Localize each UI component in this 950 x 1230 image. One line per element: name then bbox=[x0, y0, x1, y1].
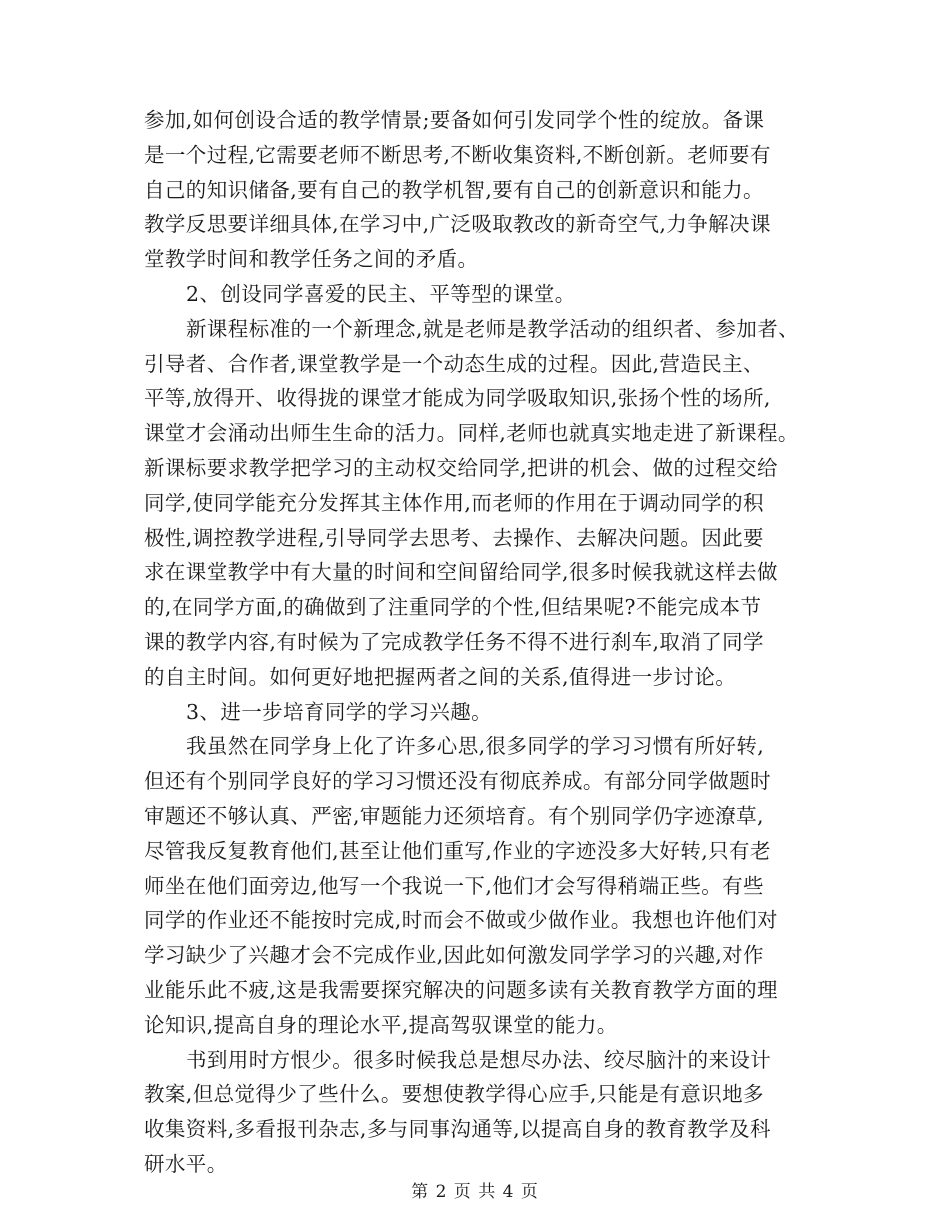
section-heading-3: 3、进一步培育同学的学习兴趣。 bbox=[186, 699, 493, 724]
text-line-30: 收集资料,多看报刊杂志,多与同事沟通等,以提高自身的教育教学及科 bbox=[144, 1117, 771, 1142]
text-line-27: 论知识,提高自身的理论水平,提高驾驭课堂的能力。 bbox=[144, 1012, 618, 1037]
text-line-10: 课堂才会涌动出师生生命的活力。同样,老师也就真实地走进了新课程。 bbox=[144, 421, 799, 446]
text-line-15: 的,在同学方面,的确做到了注重同学的个性,但结果呢?不能完成本节 bbox=[144, 595, 762, 620]
text-line-2: 是一个过程,它需要老师不断思考,不断收集资料,不断创新。老师要有 bbox=[144, 142, 771, 167]
document-body bbox=[144, 103, 814, 1182]
text-line-31: 研水平。 bbox=[144, 1151, 228, 1176]
text-line-1: 参加,如何创设合适的教学情景;要备如何引发同学个性的绽放。备课 bbox=[144, 108, 765, 132]
text-line-9: 平等,放得开、收得拢的课堂才能成为同学吸取知识,张扬个性的场所, bbox=[144, 386, 771, 411]
text-line-25: 学习缺少了兴趣才会不完成作业,因此如何激发同学学习的兴趣,对作 bbox=[144, 943, 764, 968]
text-line-28: 书到用时方恨少。很多时候我总是想尽办法、绞尽脑汁的来设计 bbox=[186, 1047, 772, 1072]
text-line-3: 自己的知识储备,要有自己的教学机智,要有自己的创新意识和能力。 bbox=[144, 177, 764, 202]
text-line-26: 业能乐此不疲,这是我需要探究解决的问题多读有关教育教学方面的理 bbox=[144, 977, 778, 1002]
text-line-21: 审题还不够认真、严密,审题能力还须培育。有个别同学仍字迹潦草, bbox=[144, 803, 764, 828]
text-line-5: 堂教学时间和教学任务之间的矛盾。 bbox=[144, 247, 479, 272]
text-line-23: 师坐在他们面旁边,他写一个我说一下,他们才会写得稍端正些。有些 bbox=[144, 873, 764, 898]
text-line-20: 但还有个别同学良好的学习习惯还没有彻底养成。有部分同学做题时 bbox=[144, 769, 771, 794]
text-line-11: 新课标要求教学把学习的主动权交给同学,把讲的机会、做的过程交给 bbox=[144, 455, 778, 480]
text-line-13: 极性,调控教学进程,引导同学去思考、去操作、去解决问题。因此要 bbox=[144, 525, 764, 550]
text-line-29: 教案,但总觉得少了些什么。要想使教学得心应手,只能是有意识地多 bbox=[144, 1082, 764, 1107]
section-heading-2: 2、创设同学喜爱的民主、平等型的课堂。 bbox=[186, 281, 576, 306]
text-line-22: 尽管我反复教育他们,甚至让他们重写,作业的字迹没多大好转,只有老 bbox=[144, 838, 771, 863]
text-line-8: 引导者、合作者,课堂教学是一个动态生成的过程。因此,营造民主、 bbox=[144, 351, 764, 376]
text-line-7: 新课程标准的一个新理念,就是老师是教学活动的组织者、参加者、 bbox=[186, 316, 800, 341]
text-line-14: 求在课堂教学中有大量的时间和空间留给同学,很多时候我就这样去做 bbox=[144, 560, 778, 585]
text-line-24: 同学的作业还不能按时完成,时而会不做或少做作业。我想也许他们对 bbox=[144, 908, 778, 933]
text-line-12: 同学,使同学能充分发挥其主体作用,而老师的作用在于调动同学的积 bbox=[144, 490, 764, 515]
text-line-19: 我虽然在同学身上化了许多心思,很多同学的学习习惯有所好转, bbox=[186, 734, 765, 759]
text-line-16: 课的教学内容,有时候为了完成教学任务不得不进行刹车,取消了同学 bbox=[144, 629, 764, 654]
text-line-4: 教学反思要详细具体,在学习中,广泛吸取教改的新奇空气,力争解决课 bbox=[144, 212, 771, 237]
page-number-footer: 第 2 页 共 4 页 bbox=[411, 1182, 539, 1202]
text-line-17: 的自主时间。如何更好地把握两者之间的关系,值得进一步讨论。 bbox=[144, 664, 737, 689]
